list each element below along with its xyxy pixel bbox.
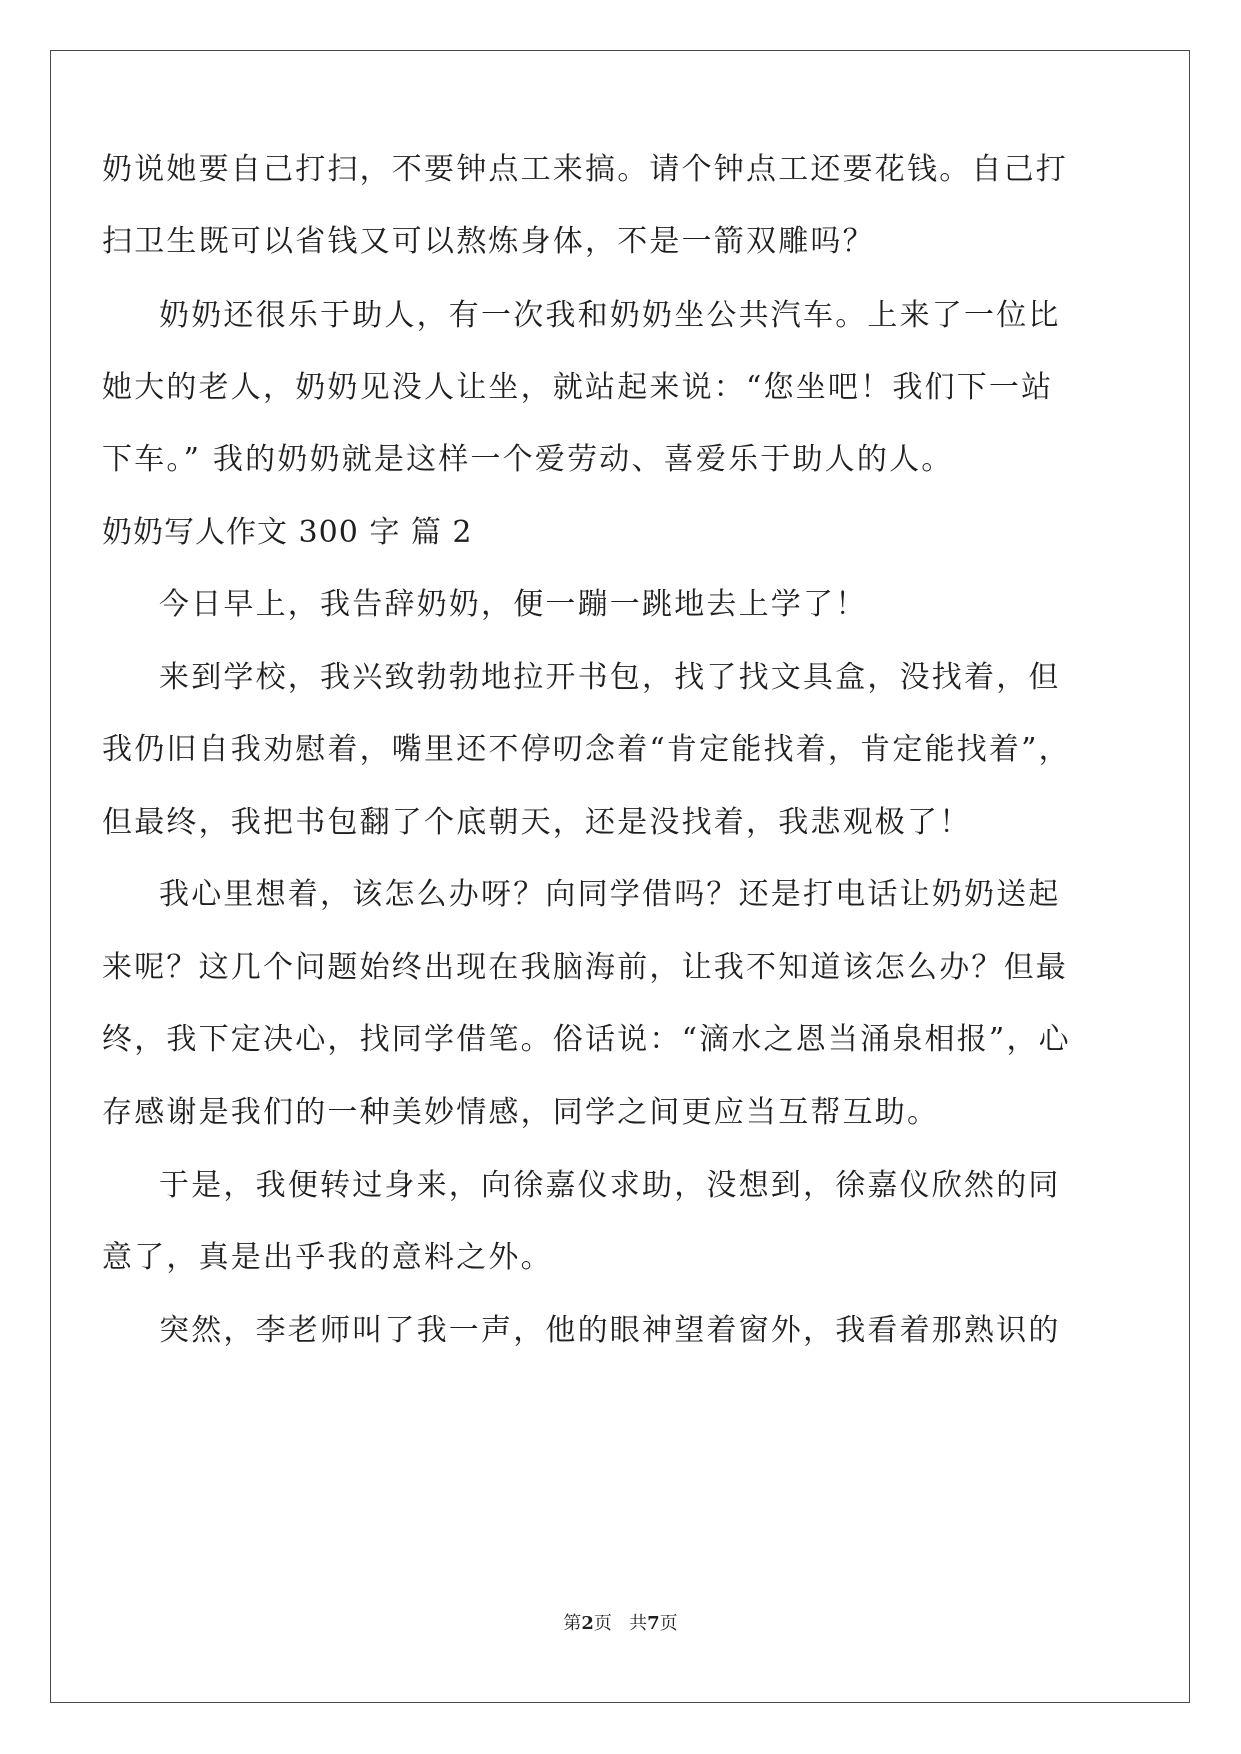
- paragraph-line: 存感谢是我们的一种美妙情感，同学之间更应当互帮互助。: [102, 1095, 940, 1130]
- paragraph-line: 今日早上，我告辞奶奶，便一蹦一跳地去上学了！: [159, 587, 868, 622]
- paragraph-line: 突然，李老师叫了我一声，他的眼神望着窗外，我看着那熟识的: [159, 1313, 1061, 1348]
- paragraph-line: 扫卫生既可以省钱又可以熬炼身体，不是一箭双雕吗？: [102, 224, 875, 259]
- paragraph-line: 来呢？这几个问题始终出现在我脑海前，让我不知道该怎么办？但最: [102, 950, 1068, 985]
- footer-page-number: 2: [581, 1613, 594, 1634]
- paragraph-line: 我心里想着，该怎么办呀？向同学借吗？还是打电话让奶奶送起: [159, 877, 1061, 912]
- footer-total-prefix: 共: [629, 1613, 648, 1634]
- paragraph-line: 下车。” 我的奶奶就是这样一个爱劳动、喜爱乐于助人的人。: [102, 442, 954, 477]
- paragraph-line: 我仍旧自我劝慰着，嘴里还不停叨念着“肯定能找着，肯定能找着”，: [102, 732, 1071, 767]
- footer-prefix: 第: [563, 1613, 582, 1634]
- paragraph-line: 意了，真是出乎我的意料之外。: [102, 1240, 553, 1275]
- paragraph-line: 来到学校，我兴致勃勃地拉开书包，找了找文具盒，没找着，但: [159, 660, 1061, 695]
- page-footer: [0, 1612, 1241, 1636]
- paragraph-line: 奶说她要自己打扫，不要钟点工来搞。请个钟点工还要花钱。自己打: [102, 152, 1068, 187]
- paragraph-line: 她大的老人，奶奶见没人让坐，就站起来说：“您坐吧！我们下一站: [102, 370, 1054, 405]
- footer-total-pages: 7: [647, 1613, 660, 1634]
- footer-page-suffix: 页: [593, 1613, 612, 1634]
- paragraph-line: 但最终，我把书包翻了个底朝天，还是没找着，我悲观极了！: [102, 805, 972, 840]
- paragraph-line: 奶奶还很乐于助人，有一次我和奶奶坐公共汽车。上来了一位比: [159, 298, 1061, 333]
- footer-total-suffix: 页: [659, 1613, 678, 1634]
- paragraph-line: 于是，我便转过身来，向徐嘉仪求助，没想到，徐嘉仪欣然的同: [159, 1168, 1061, 1203]
- paragraph-line: 终，我下定决心，找同学借笔。俗话说：“滴水之恩当涌泉相报”，心: [102, 1022, 1071, 1057]
- section-heading: 奶奶写人作文 300 字 篇 2: [102, 515, 473, 550]
